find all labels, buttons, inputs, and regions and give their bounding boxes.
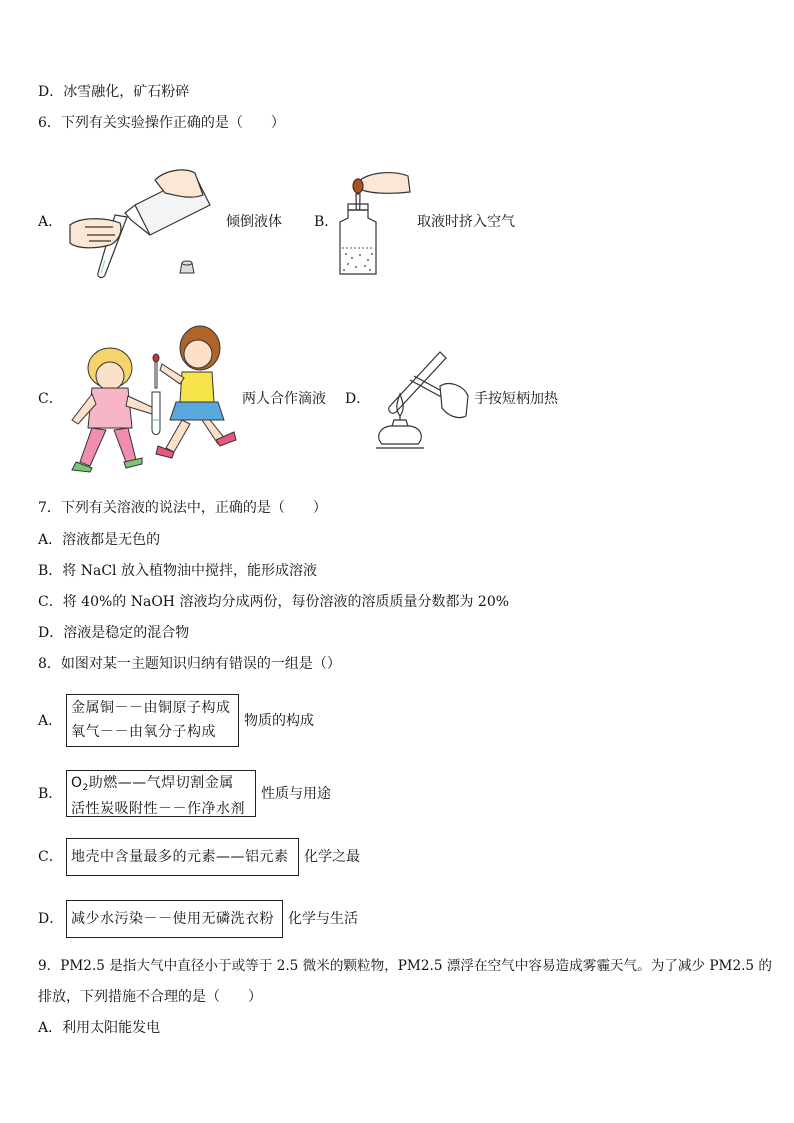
- dropper-bottle-illustration: [338, 170, 413, 278]
- q8-option-a-letter: A．: [38, 713, 63, 729]
- q8-option-a-box: [66, 694, 239, 747]
- q5-option-d: D．冰雪融化，矿石粉碎: [38, 84, 190, 100]
- q7-option-c: C．将 40%的 NaOH 溶液均分成两份，每份溶液的溶质质量分数都为 20%: [38, 594, 510, 610]
- two-children-dropping-illustration: [62, 320, 240, 478]
- q8-option-b-letter: B．: [38, 786, 63, 802]
- q8-option-c-box: [66, 838, 299, 876]
- q8-option-b-label: 性质与用途: [261, 786, 331, 802]
- q6-option-d-caption: 手按短柄加热: [474, 391, 558, 407]
- q6-stem: 6．下列有关实验操作正确的是（ ）: [38, 115, 285, 131]
- q8-option-b-box-line2: 活性炭吸附性－－作净水剂: [71, 801, 245, 817]
- q8-option-b-box-line1: $O_2$助燃——气焊切割金属: [71, 775, 234, 793]
- q8-option-a-box-line1: 金属铜－－由铜原子构成: [71, 700, 231, 716]
- q6-option-c-letter: C．: [38, 391, 63, 407]
- q8-option-c-letter: C．: [38, 849, 63, 865]
- q8-option-d-label: 化学与生活: [288, 911, 358, 927]
- q8-option-c-label: 化学之最: [304, 849, 360, 865]
- q8-option-d-box-line1: 减少水污染－－使用无磷洗衣粉: [71, 911, 274, 927]
- heating-test-tube-illustration: [370, 346, 470, 458]
- q6-option-a-letter: A．: [38, 214, 63, 230]
- q6-option-a-caption: 倾倒液体: [226, 214, 282, 230]
- q8-option-a-box-line2: 氧气－－由氧分子构成: [71, 724, 216, 740]
- q7-stem: 7．下列有关溶液的说法中，正确的是（ ）: [38, 500, 327, 516]
- q6-option-d-letter: D．: [345, 391, 371, 407]
- q6-option-b-letter: B．: [314, 214, 339, 230]
- q8-option-c-box-line1: 地壳中含量最多的元素——铝元素: [71, 849, 289, 865]
- q9-stem-line2: 排放，下列措施不合理的是（ ）: [38, 989, 262, 1005]
- q9-stem-line1: 9．PM2.5 是指大气中直径小于或等于 2.5 微米的颗粒物，PM2.5 漂浮在空气中容易造成雾霾天气。为了减少 PM2.5 的: [38, 958, 772, 974]
- q8-option-d-letter: D．: [38, 911, 64, 927]
- q6-option-b-caption: 取液时挤入空气: [417, 214, 515, 230]
- pouring-liquid-illustration: [65, 165, 215, 280]
- q9-option-a: A．利用太阳能发电: [38, 1020, 161, 1036]
- q7-option-d: D．溶液是稳定的混合物: [38, 625, 190, 641]
- q8-option-d-box: [66, 900, 283, 938]
- q7-option-b: B．将 NaCl 放入植物油中搅拌，能形成溶液: [38, 563, 317, 579]
- q7-option-a: A．溶液都是无色的: [38, 532, 161, 548]
- q8-stem: 8．如图对某一主题知识归纳有错误的一组是（）: [38, 656, 341, 672]
- q6-option-c-caption: 两人合作滴液: [242, 391, 326, 407]
- q8-option-b-box: [66, 770, 256, 817]
- q8-option-a-label: 物质的构成: [244, 713, 314, 729]
